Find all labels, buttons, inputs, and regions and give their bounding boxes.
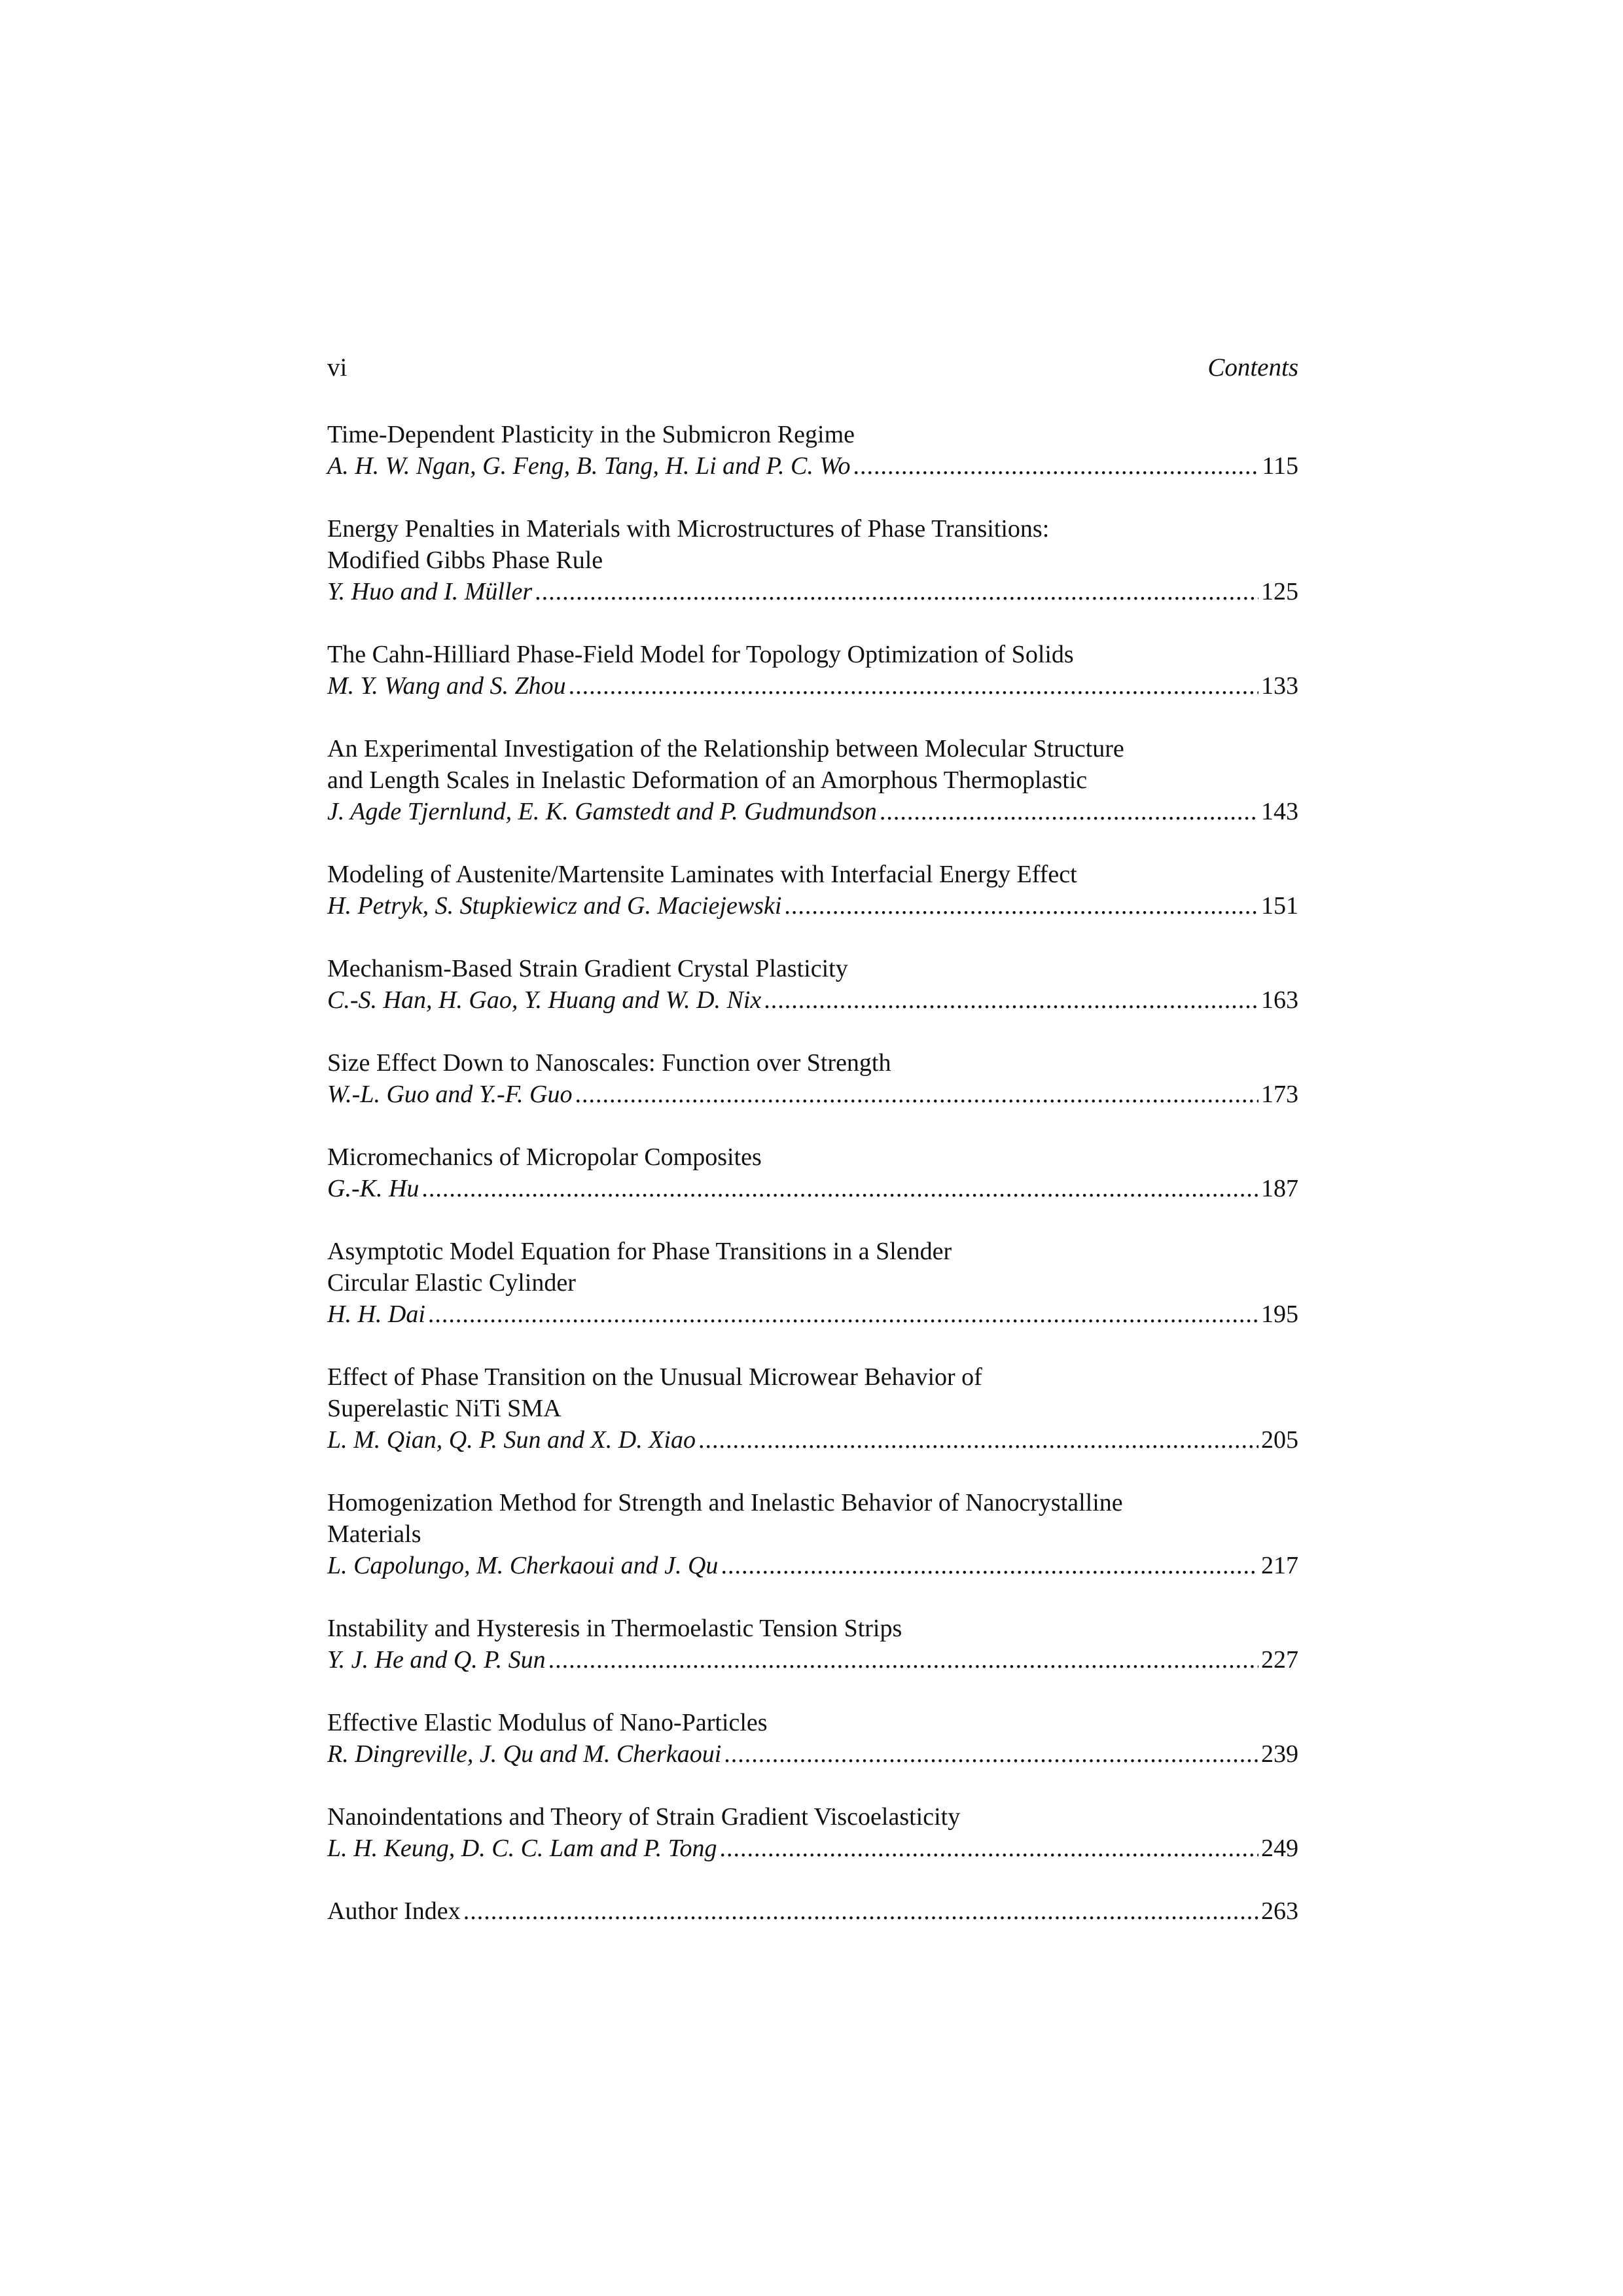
toc-entry-page: 239 [1261,1740,1298,1768]
toc-entry [327,639,1298,702]
toc-entry-title: Effective Elastic Modulus of Nano-Particles [327,1709,768,1736]
toc-entry-byline [327,450,1298,482]
dot-leader [764,984,1258,1016]
toc-entry [327,1487,1298,1581]
toc-entry-byline [327,1079,1298,1110]
dot-leader [853,450,1260,482]
toc-entry-authors: Y. Huo and I. Müller [327,578,533,605]
dot-leader [721,1550,1258,1581]
toc-entry-title: Time-Dependent Plasticity in the Submicron Regime [327,421,855,448]
toc-entry-page: 249 [1261,1835,1298,1862]
toc-entry-byline [327,1299,1298,1330]
toc-entry-byline [327,796,1298,827]
toc-entry-page: 205 [1261,1426,1298,1454]
toc-entry-page: 143 [1261,798,1298,825]
toc-entry-authors: G.-K. Hu [327,1175,419,1202]
toc-entry-authors: M. Y. Wang and S. Zhou [327,672,566,700]
toc-entry-page: 163 [1261,986,1298,1014]
toc-entry-byline [327,576,1298,607]
toc-entry-title: Instability and Hysteresis in Thermoelastic Tension Strips [327,1615,902,1642]
toc-entry-title: Materials [327,1520,421,1548]
toc-entry-title: Asymptotic Model Equation for Phase Transitions in a Slender [327,1238,952,1265]
toc-entry-byline [327,1424,1298,1456]
toc-entry-authors: L. Capolungo, M. Cherkaoui and J. Qu [327,1552,719,1579]
dot-leader [698,1424,1258,1456]
toc-entry-authors: H. Petryk, S. Stupkiewicz and G. Maciejewski [327,892,782,920]
dot-leader [421,1173,1258,1204]
toc-entry [327,1361,1298,1456]
toc-entry-byline [327,1550,1298,1581]
dot-leader [535,576,1258,607]
toc-entry [327,1707,1298,1770]
toc-entry-authors: H. H. Dai [327,1300,425,1328]
section-title: Contents [1207,353,1298,382]
dot-leader [548,1644,1258,1676]
toc-entry-byline [327,670,1298,702]
toc-entry-byline [327,984,1298,1016]
author-index-line [327,1895,1298,1927]
toc-entry-title: Circular Elastic Cylinder [327,1269,576,1297]
toc-entry-title: Micromechanics of Micropolar Composites [327,1143,762,1171]
toc-entry-page: 115 [1262,452,1298,480]
toc-entry-authors: R. Dingreville, J. Qu and M. Cherkaoui [327,1740,722,1768]
toc-entry-title: Modified Gibbs Phase Rule [327,547,603,574]
toc-entry-page: 173 [1261,1081,1298,1108]
toc-entry-authors: A. H. W. Ngan, G. Feng, B. Tang, H. Li and P. C. Wo [327,452,851,480]
toc-entry [327,1047,1298,1110]
toc-entry-title: Effect of Phase Transition on the Unusual Microwear Behavior of [327,1363,982,1391]
dot-leader [724,1738,1258,1770]
running-head [327,348,1298,387]
toc-entry-authors: L. M. Qian, Q. P. Sun and X. D. Xiao [327,1426,696,1454]
toc-entry-title: The Cahn-Hilliard Phase-Field Model for Topology Optimization of Solids [327,641,1074,668]
toc-entry [327,513,1298,607]
author-index-label: Author Index [327,1897,461,1925]
toc-entry-title: Size Effect Down to Nanoscales: Function over Strength [327,1049,891,1077]
toc-entry-page: 151 [1261,892,1298,920]
toc-entry [327,419,1298,482]
toc-entry [327,1141,1298,1204]
page-number: vi [327,353,348,382]
toc-entry [327,859,1298,922]
toc-entry-page: 187 [1261,1175,1298,1202]
toc-entry-title: Superelastic NiTi SMA [327,1395,562,1422]
dot-leader [784,890,1258,922]
dot-leader [428,1299,1258,1330]
toc-entry-title: Modeling of Austenite/Martensite Laminates with Interfacial Energy Effect [327,861,1077,888]
toc-entry-authors: J. Agde Tjernlund, E. K. Gamstedt and P. Gudmundson [327,798,877,825]
toc-entry-page: 217 [1261,1552,1298,1579]
toc-entry-byline [327,1833,1298,1864]
toc-entry [327,953,1298,1016]
toc-entry-title: An Experimental Investigation of the Relationship between Molecular Structure [327,735,1124,762]
toc-entry-byline [327,1738,1298,1770]
dot-leader [880,796,1258,827]
toc-entry [327,1236,1298,1330]
table-of-contents [327,419,1298,1958]
toc-entry-title: and Length Scales in Inelastic Deformation of an Amorphous Thermoplastic [327,766,1088,794]
dot-leader [569,670,1258,702]
toc-entry-byline [327,1644,1298,1676]
toc-entry-page: 227 [1261,1646,1298,1674]
author-index-page: 263 [1261,1897,1298,1925]
dot-leader [575,1079,1258,1110]
toc-entry [327,1613,1298,1676]
toc-entry-authors: W.-L. Guo and Y.-F. Guo [327,1081,573,1108]
toc-entry [327,733,1298,827]
toc-entry-page: 133 [1261,672,1298,700]
dot-leader [719,1833,1258,1864]
toc-entry-byline [327,890,1298,922]
toc-entry-byline [327,1173,1298,1204]
toc-entry-page: 125 [1261,578,1298,605]
toc-entry-title: Energy Penalties in Materials with Microstructures of Phase Transitions: [327,515,1050,543]
toc-entry-authors: C.-S. Han, H. Gao, Y. Huang and W. D. Nix [327,986,762,1014]
dot-leader [463,1895,1258,1927]
toc-entry-authors: Y. J. He and Q. P. Sun [327,1646,546,1674]
toc-entry-title: Homogenization Method for Strength and Inelastic Behavior of Nanocrystalline [327,1489,1123,1516]
toc-entry [327,1801,1298,1864]
toc-entry-title: Mechanism-Based Strain Gradient Crystal Plasticity [327,955,848,982]
toc-entry-title: Nanoindentations and Theory of Strain Gradient Viscoelasticity [327,1803,961,1831]
toc-entry-author-index [327,1895,1298,1927]
toc-entry-authors: L. H. Keung, D. C. C. Lam and P. Tong [327,1835,717,1862]
toc-entry-page: 195 [1261,1300,1298,1328]
